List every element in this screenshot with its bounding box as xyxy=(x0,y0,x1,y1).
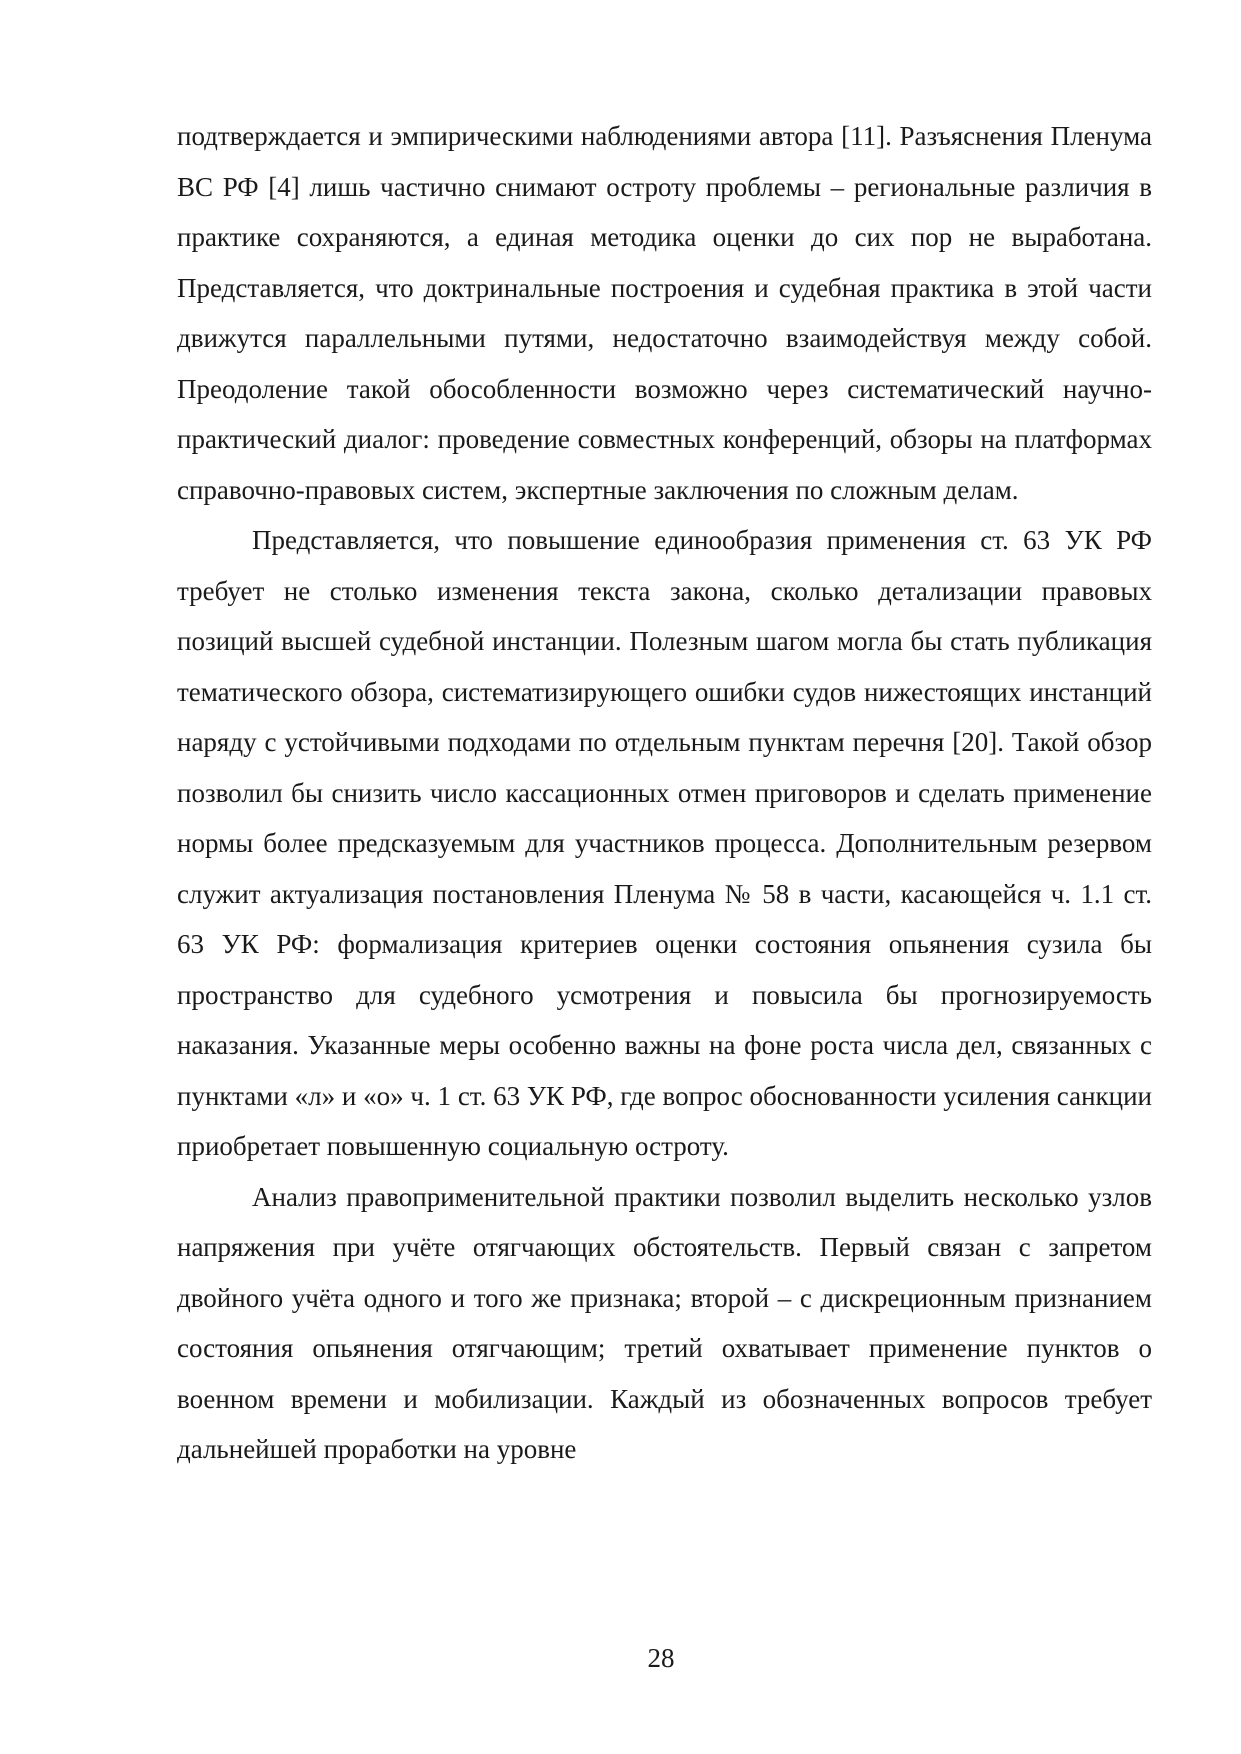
paragraph-analysis: Анализ правоприменительной практики позволил выделить несколько узлов напряжения при учёте отягчающих обстоятельств. Первый связан с запретом двойного учёта одного и того же признака; второй – с дискреционным признанием состояния опьянения отягчающим; третий охватывает применение пунктов о военном времени и мобилизации. Каждый из обозначенных вопросов требует дальнейшей проработки на уровне xyxy=(177,1181,1152,1464)
body-text xyxy=(177,111,1152,1475)
paragraph-continuation: подтверждается и эмпирическими наблюдениями автора [11]. Разъяснения Пленума ВС РФ [4] лишь частично снимают остроту проблемы – региональные различия в практике сохраняются, а единая методика оценки до сих пор не выработана. Представляется, что доктринальные построения и судебная практика в этой части движутся параллельными путями, недостаточно взаимодействуя между собой. Преодоление такой обособленности возможно через систематический научно-практический диалог: проведение совместных конференций, обзоры на платформах справочно-правовых систем, экспертные заключения по сложным делам. xyxy=(177,121,1152,505)
paragraph-unification: Представляется, что повышение единообразия применения ст. 63 УК РФ требует не столько изменения текста закона, сколько детализации правовых позиций высшей судебной инстанции. Полезным шагом могла бы стать публикация тематического обзора, систематизирующего ошибки судов нижестоящих инстанций наряду с устойчивыми подходами по отдельным пунктам перечня [20]. Такой обзор позволил бы снизить число кассационных отмен приговоров и сделать применение нормы более предсказуемым для участников процесса. Дополнительным резервом служит актуализация постановления Пленума № 58 в части, касающейся ч. 1.1 ст. 63 УК РФ: формализация критериев оценки состояния опьянения сузила бы пространство для судебного усмотрения и повысила бы прогнозируемость наказания. Указанные меры особенно важны на фоне роста числа дел, связанных с пунктами «л» и «о» ч. 1 ст. 63 УК РФ, где вопрос обоснованности усиления санкции приобретает повышенную социальную остроту. xyxy=(177,525,1152,1161)
page-number: 28 xyxy=(647,1643,675,1673)
